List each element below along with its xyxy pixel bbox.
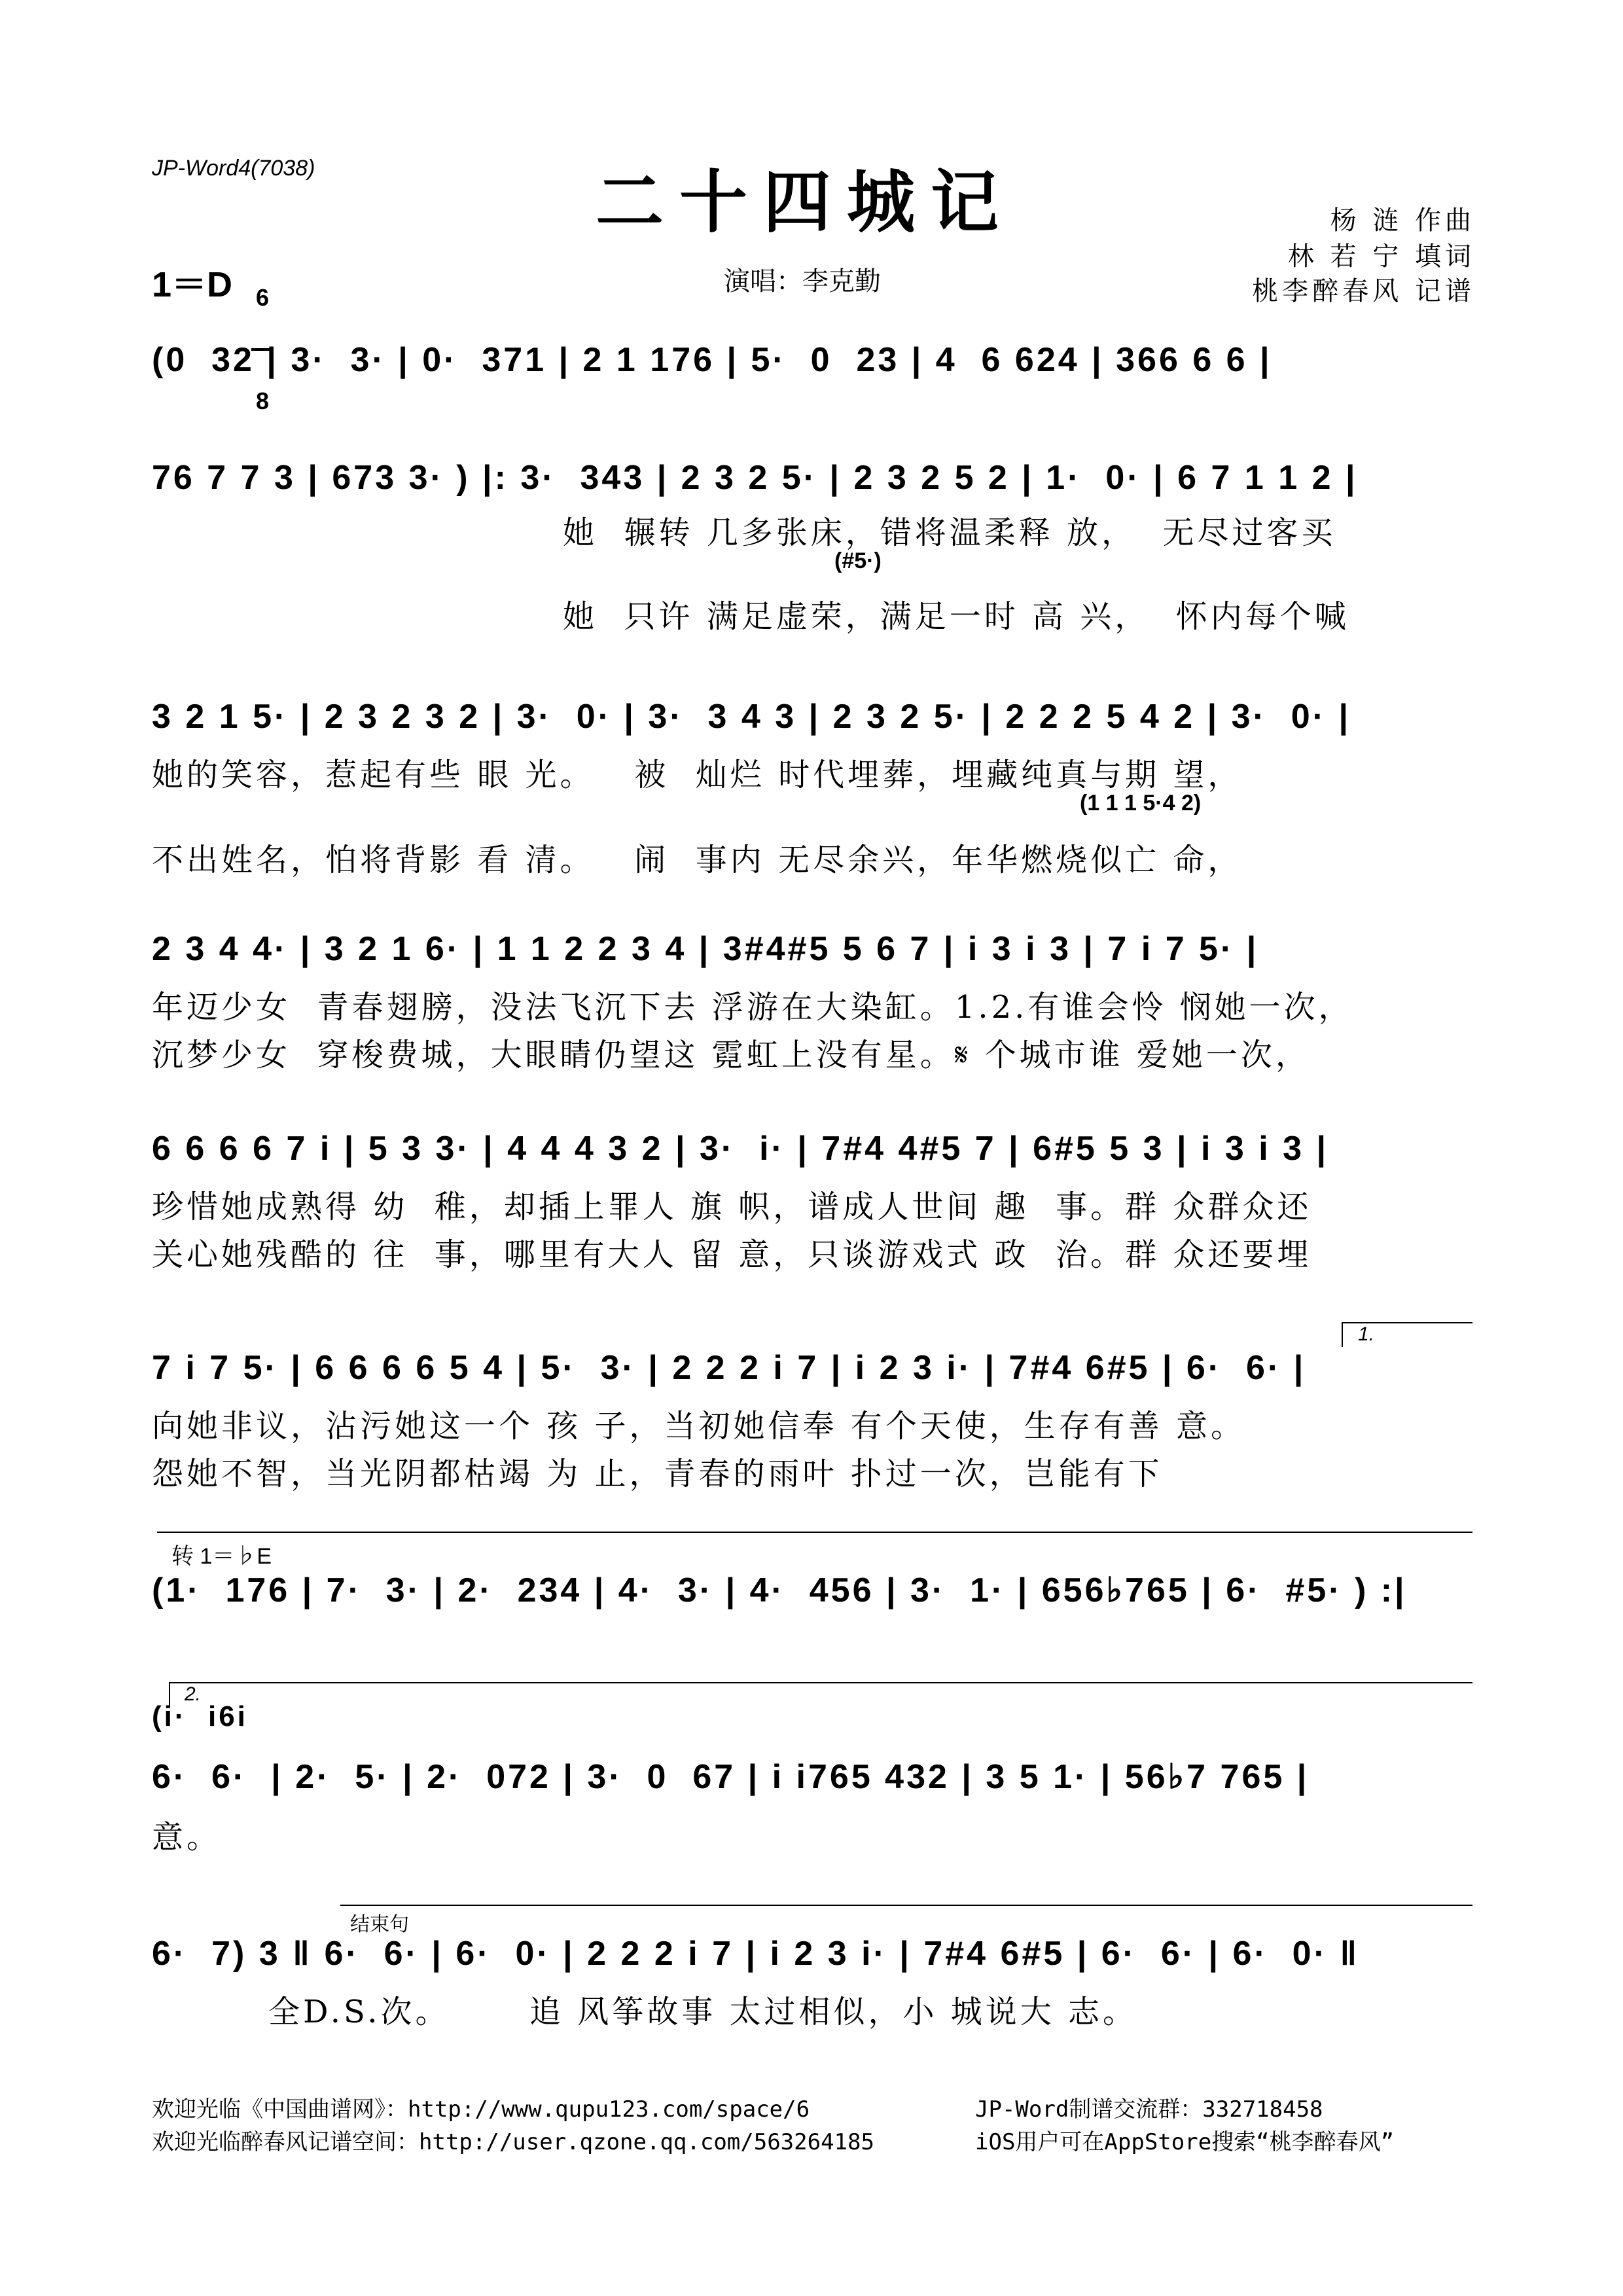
volta-2-alt-notes: (i· i6i	[152, 1700, 248, 1732]
alternate-note-annotation: (#5·)	[834, 548, 882, 573]
lyric-line-8: 意。	[152, 1819, 222, 1856]
footer-ios-info: iOS用户可在AppStore搜索“桃李醉春风”	[975, 2129, 1395, 2155]
singer-credit: 演唱：李克勤	[724, 266, 881, 296]
notation-system-2: 76 7 7 3 | 673 3· ) |: 3· 343 | 2 3 2 5· | 2 3 2 5 2 | 1· 0· | 6 7 1 1 2 |	[152, 459, 1358, 497]
notation-system-9: 6· 7) 3 ‖ 6· 6· | 6· 0· | 2 2 2 i 7 | i 2 3 i· | 7#4 6#5 | 6· 6· | 6· 0· ‖	[152, 1935, 1360, 1973]
notation-system-1: (0 32 | 3· 3· | 0· 371 | 2 1 176 | 5· 0 23 | 4 6 624 | 366 6 6 |	[152, 341, 1272, 379]
time-signature-bottom: 8	[255, 387, 270, 414]
lyric-verse-1-line-4: 年迈少女 青春翅膀，没法飞沉下去 浮游在大染缸。1.2.有谁会怜 悯她一次，	[152, 989, 1353, 1026]
volta-1-bracket-left	[1342, 1322, 1343, 1347]
lyric-verse-2-line-6: 怨她不智，当光阴都枯竭 为 止，青春的雨叶 扑过一次，岂能有下	[152, 1456, 1163, 1492]
time-signature	[251, 249, 274, 431]
lyric-verse-1-line-3: 她的笑容，惹起有些 眼 光。 被 灿烂 时代埋葬，埋藏纯真与期 望，	[152, 757, 1243, 793]
notation-system-6: 7 i 7 5· | 6 6 6 6 5 4 | 5· 3· | 2 2 2 i 7 | i 2 3 i· | 7#4 6#5 | 6· 6· |	[152, 1349, 1306, 1387]
lyricist-credit: 林 若 宁 填词	[1287, 242, 1475, 272]
lyric-line-9: 全D.S.次。 追 风筝故事 太过相似，小 城说大 志。	[268, 1994, 1138, 2030]
time-signature-top: 6	[255, 284, 270, 311]
software-version: JP-Word4(7038)	[152, 156, 315, 181]
lyric-verse-2-line-3: 不出姓名，怕将背影 看 清。 闹 事内 无尽余兴，年华燃烧似亡 命，	[152, 842, 1243, 878]
coda-bracket-top	[340, 1905, 1472, 1906]
volta-2-bracket-top	[169, 1682, 1472, 1683]
song-title: 二十四城记	[596, 162, 1015, 242]
transcriber-credit: 桃李醉春风 记谱	[1252, 276, 1475, 306]
footer-link-qupu[interactable]: 欢迎光临《中国曲谱网》：http://www.qupu123.com/space/6	[152, 2096, 810, 2123]
volta-1-label: 1.	[1358, 1323, 1375, 1345]
lyric-verse-2-line-4: 沉梦少女 穿梭费城，大眼睛仍望这 霓虹上没有星。𝄋 个城市谁 爱她一次，	[152, 1037, 1310, 1073]
notation-system-7: (1· 176 | 7· 3· | 2· 234 | 4· 3· | 4· 456 | 3· 1· | 656♭765 | 6· #5· ) :|	[152, 1571, 1407, 1609]
lyric-verse-1-line-5: 珍惜她成熟得 幼 稚，却插上罪人 旗 帜，谱成人世间 趣 事。群 众群众还	[152, 1189, 1312, 1225]
modulation-marker: 转 1＝♭E	[171, 1544, 272, 1569]
lyric-verse-1-line-6: 向她非议，沾污她这一个 孩 子，当初她信奉 有个天使，生存有善 意。	[152, 1408, 1246, 1444]
footer-group-info: JP-Word制谱交流群：332718458	[975, 2096, 1323, 2123]
volta-2-label: 2.	[185, 1683, 202, 1705]
composer-credit: 杨 涟 作曲	[1330, 206, 1475, 236]
notation-system-8: 6· 6· | 2· 5· | 2· 072 | 3· 0 67 | i i765 432 | 3 5 1· | 56♭7 765 |	[152, 1758, 1310, 1796]
footer-link-qzone[interactable]: 欢迎光临醉春风记谱空间：http://user.qzone.qq.com/563264185	[152, 2129, 874, 2155]
lyric-verse-2-line-5: 关心她残酷的 往 事，哪里有大人 留 意，只谈游戏式 政 治。群 众还要埋	[152, 1236, 1312, 1273]
notation-system-3: 3 2 1 5· | 2 3 2 3 2 | 3· 0· | 3· 3 4 3 | 2 3 2 5· | 2 2 2 5 4 2 | 3· 0· |	[152, 698, 1351, 736]
interlude-bracket-top	[157, 1532, 1472, 1533]
alternate-notes-annotation: (1 1 1 5·4 2)	[1080, 791, 1202, 816]
coda-label: 结束句	[350, 1914, 409, 1935]
lyric-verse-1-line-2: 她 辗转 几多张床，错将温柔释 放， 无尽过客买	[563, 514, 1336, 551]
key-signature: 1＝D	[152, 265, 233, 304]
notation-system-4: 2 3 4 4· | 3 2 1 6· | 1 1 2 2 3 4 | 3#4#5 5 6 7 | i 3 i 3 | 7 i 7 5· |	[152, 930, 1259, 968]
lyric-verse-2-line-2: 她 只许 满足虚荣，满足一时 高 兴， 怀内每个喊	[563, 598, 1349, 635]
notation-system-5: 6 6 6 6 7 i | 5 3 3· | 4 4 4 3 2 | 3· i· | 7#4 4#5 7 | 6#5 5 3 | i 3 i 3 |	[152, 1130, 1329, 1168]
